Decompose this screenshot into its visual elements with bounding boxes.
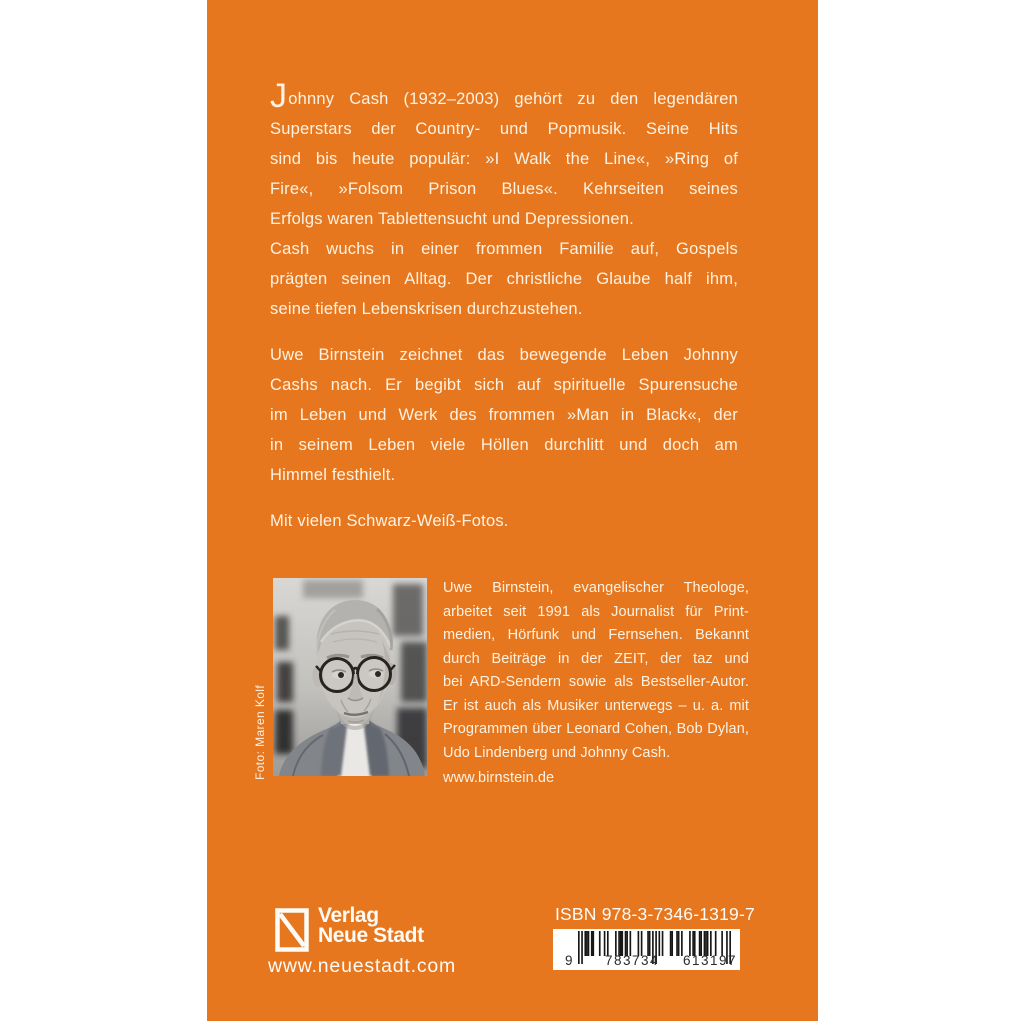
- bio-line: medien, Hörfunk und Fernsehen. Bekannt: [443, 627, 749, 643]
- photo-credit: Foto: Maren Kolf: [253, 684, 267, 780]
- author-portrait-illustration: [273, 578, 427, 776]
- blurb-line: [270, 77, 738, 115]
- barcode-digits: 9: [565, 953, 575, 968]
- blurb-line-text: ohnny Cash (1932–2003) gehört zu den legendären: [288, 90, 738, 108]
- blurb-text: [270, 77, 738, 552]
- blurb-line: Cash wuchs in einer frommen Familie auf, Gospels: [270, 240, 738, 258]
- blurb-line: in seinem Leben viele Höllen durchlitt und doch am: [270, 436, 738, 454]
- publisher-name-line2: Neue Stadt: [318, 924, 424, 947]
- author-bio: [443, 577, 749, 791]
- blurb-line: Erfolgs waren Tablettensucht und Depressionen.: [270, 210, 634, 228]
- publisher-name: [318, 906, 424, 946]
- isbn-label: ISBN 978-3-7346-1319-7: [555, 904, 755, 924]
- blurb-line: Uwe Birnstein zeichnet das bewegende Leben Johnny: [270, 346, 738, 364]
- author-website: www.birnstein.de: [443, 770, 555, 786]
- blurb-line: sind bis heute populär: »I Walk the Line«, »Ring of: [270, 150, 738, 168]
- blurb-line: Himmel festhielt.: [270, 466, 396, 484]
- drop-cap: J: [270, 77, 288, 115]
- bio-line: Er ist auch als Musiker unterwegs – u. a. mit: [443, 697, 749, 714]
- bio-line: durch Beiträge in der ZEIT, der taz und: [443, 650, 749, 667]
- blurb-line: Superstars der Country- und Popmusik. Seine Hits: [270, 120, 738, 138]
- bio-line: Programmen über Leonard Cohen, Bob Dylan,: [443, 721, 749, 737]
- barcode: [553, 929, 740, 970]
- bio-line: arbeitet seit 1991 als Journalist für Print-: [443, 603, 749, 620]
- author-photo: [273, 578, 427, 776]
- bio-line: Uwe Birnstein, evangelischer Theologe,: [443, 580, 749, 596]
- publisher-logo-icon: [275, 908, 309, 952]
- blurb-line: Fire«, »Folsom Prison Blues«. Kehrseiten seines: [270, 180, 738, 198]
- book-back-cover: [207, 0, 818, 1021]
- barcode-digits: 783734: [604, 953, 660, 968]
- blurb-line: prägten seinen Alltag. Der christliche Glaube half ihm,: [270, 270, 738, 288]
- blurb-paragraph-2: [270, 340, 738, 490]
- bio-line: bei ARD-Sendern sowie als Bestseller-Autor.: [443, 674, 749, 690]
- blurb-paragraph-1: [270, 77, 738, 324]
- blurb-line: Mit vielen Schwarz-Weiß-Fotos.: [270, 512, 509, 530]
- bio-line: Udo Lindenberg und Johnny Cash.: [443, 744, 671, 761]
- blurb-line: seine tiefen Lebenskrisen durchzustehen.: [270, 300, 583, 318]
- blurb-paragraph-3: [270, 506, 738, 536]
- barcode-digits: 613197: [682, 953, 738, 968]
- blurb-line: im Leben und Werk des frommen »Man in Black«, der: [270, 406, 738, 424]
- publisher-website: www.neuestadt.com: [268, 955, 457, 977]
- publisher-name-line1: Verlag: [318, 904, 379, 927]
- blurb-line: Cashs nach. Er begibt sich auf spirituelle Spurensuche: [270, 376, 738, 394]
